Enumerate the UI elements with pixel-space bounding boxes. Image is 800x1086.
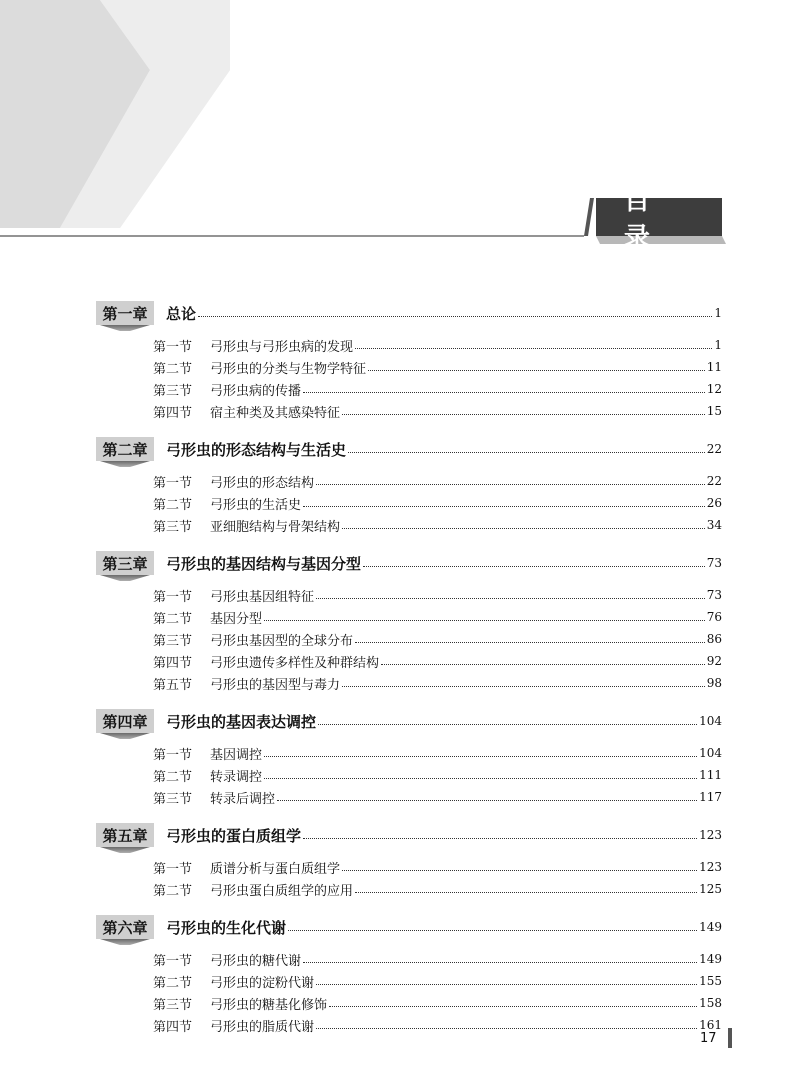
chapter-entry[interactable] bbox=[96, 704, 722, 738]
section-number: 第四节 bbox=[153, 405, 193, 421]
section-entry[interactable] bbox=[153, 650, 722, 672]
section-title: 弓形虫病的传播 bbox=[210, 383, 302, 399]
dot-leader bbox=[277, 799, 697, 801]
section-title: 亚细胞结构与骨架结构 bbox=[210, 519, 341, 535]
dot-leader bbox=[342, 685, 705, 687]
section-number: 第五节 bbox=[153, 677, 193, 693]
dot-leader bbox=[264, 777, 697, 779]
section-title: 弓形虫的糖代谢 bbox=[210, 953, 302, 969]
section-number: 第三节 bbox=[153, 383, 193, 399]
dot-leader bbox=[316, 983, 697, 985]
chapter-entry[interactable] bbox=[96, 432, 722, 466]
section-entry[interactable] bbox=[153, 514, 722, 536]
dot-leader bbox=[303, 505, 705, 507]
dot-leader bbox=[381, 663, 705, 665]
chapter-label: 第五章 bbox=[96, 823, 154, 847]
chapter-entry[interactable] bbox=[96, 818, 722, 852]
dot-leader bbox=[264, 619, 705, 621]
section-title: 弓形虫的生活史 bbox=[210, 497, 302, 513]
page-number-bar bbox=[728, 1028, 732, 1048]
dot-leader bbox=[368, 369, 705, 371]
dot-leader bbox=[316, 1027, 697, 1029]
section-number: 第一节 bbox=[153, 861, 193, 877]
section-page: 12 bbox=[706, 382, 722, 396]
section-title: 弓形虫遗传多样性及种群结构 bbox=[210, 655, 380, 671]
section-entry[interactable] bbox=[153, 378, 722, 400]
section-list bbox=[96, 948, 722, 1036]
dot-leader bbox=[303, 961, 697, 963]
section-page: 34 bbox=[706, 518, 722, 532]
section-title: 弓形虫的基因型与毒力 bbox=[210, 677, 341, 693]
section-list bbox=[96, 856, 722, 900]
chapter-title: 弓形虫的形态结构与生活史 bbox=[166, 440, 347, 459]
chapter-label: 第三章 bbox=[96, 551, 154, 575]
toc-title: 目 bbox=[596, 198, 722, 236]
section-page: 86 bbox=[706, 632, 722, 646]
section-page: 22 bbox=[706, 474, 722, 488]
section-entry[interactable] bbox=[153, 992, 722, 1014]
section-entry[interactable] bbox=[153, 856, 722, 878]
section-entry[interactable] bbox=[153, 742, 722, 764]
chapter bbox=[96, 432, 722, 536]
section-number: 第二节 bbox=[153, 497, 193, 513]
chapter-title: 弓形虫的蛋白质组学 bbox=[166, 826, 302, 845]
section-entry[interactable] bbox=[153, 400, 722, 422]
section-entry[interactable] bbox=[153, 948, 722, 970]
chapter-page: 104 bbox=[699, 714, 722, 728]
section-page: 117 bbox=[699, 790, 722, 804]
section-number: 第二节 bbox=[153, 611, 193, 627]
dot-leader bbox=[288, 929, 697, 931]
dot-leader bbox=[303, 837, 697, 839]
section-number: 第一节 bbox=[153, 589, 193, 605]
dot-leader bbox=[303, 391, 705, 393]
chapter-entry[interactable] bbox=[96, 546, 722, 580]
dot-leader bbox=[355, 641, 705, 643]
chapter-label: 第一章 bbox=[96, 301, 154, 325]
dot-leader bbox=[264, 755, 697, 757]
section-entry[interactable] bbox=[153, 970, 722, 992]
section-list bbox=[96, 470, 722, 536]
section-entry[interactable] bbox=[153, 878, 722, 900]
chapter-title: 弓形虫的基因结构与基因分型 bbox=[166, 554, 362, 573]
section-number: 第二节 bbox=[153, 769, 193, 785]
chapter-title: 弓形虫的基因表达调控 bbox=[166, 712, 317, 731]
section-page: 125 bbox=[699, 882, 722, 896]
chapter bbox=[96, 910, 722, 1036]
section-page: 123 bbox=[699, 860, 722, 874]
section-page: 11 bbox=[706, 360, 722, 374]
section-page: 158 bbox=[699, 996, 722, 1010]
chapter-page: 1 bbox=[714, 306, 722, 320]
section-number: 第四节 bbox=[153, 655, 193, 671]
dot-leader bbox=[348, 451, 705, 453]
section-number: 第一节 bbox=[153, 747, 193, 763]
section-page: 26 bbox=[706, 496, 722, 510]
dot-leader bbox=[198, 315, 712, 317]
section-title: 转录后调控 bbox=[210, 791, 276, 807]
section-title: 基因分型 bbox=[210, 611, 263, 627]
section-entry[interactable] bbox=[153, 628, 722, 650]
chapter-label: 第六章 bbox=[96, 915, 154, 939]
chapter bbox=[96, 296, 722, 422]
dot-leader bbox=[355, 347, 712, 349]
section-entry[interactable] bbox=[153, 764, 722, 786]
section-page: 111 bbox=[699, 768, 722, 782]
section-page: 76 bbox=[706, 610, 722, 624]
dot-leader bbox=[342, 527, 705, 529]
section-title: 质谱分析与蛋白质组学 bbox=[210, 861, 341, 877]
section-number: 第四节 bbox=[153, 1019, 193, 1035]
section-title: 弓形虫的分类与生物学特征 bbox=[210, 361, 367, 377]
page-number bbox=[700, 1028, 730, 1048]
section-entry[interactable] bbox=[153, 334, 722, 356]
section-list bbox=[96, 334, 722, 422]
section-title: 弓形虫与弓形虫病的发现 bbox=[210, 339, 354, 355]
chapter-page: 73 bbox=[706, 556, 722, 570]
section-page: 92 bbox=[706, 654, 722, 668]
section-title: 宿主种类及其感染特征 bbox=[210, 405, 341, 421]
section-title: 弓形虫的脂质代谢 bbox=[210, 1019, 315, 1035]
section-title: 弓形虫基因型的全球分布 bbox=[210, 633, 354, 649]
section-number: 第三节 bbox=[153, 519, 193, 535]
chapter-title: 弓形虫的生化代谢 bbox=[166, 918, 287, 937]
section-number: 第二节 bbox=[153, 975, 193, 991]
chapter-title: 总论 bbox=[166, 304, 197, 323]
section-entry[interactable] bbox=[153, 492, 722, 514]
section-page: 155 bbox=[699, 974, 722, 988]
section-number: 第一节 bbox=[153, 475, 193, 491]
dot-leader bbox=[355, 891, 697, 893]
dot-leader bbox=[342, 413, 705, 415]
section-title: 弓形虫的糖基化修饰 bbox=[210, 997, 328, 1013]
section-title: 弓形虫基因组特征 bbox=[210, 589, 315, 605]
dot-leader bbox=[329, 1005, 697, 1007]
section-number: 第一节 bbox=[153, 953, 193, 969]
page-number-text: 17 bbox=[700, 1030, 717, 1046]
section-entry[interactable] bbox=[153, 786, 722, 808]
dot-leader bbox=[363, 565, 705, 567]
chapter-entry[interactable] bbox=[96, 296, 722, 330]
chapter-page: 22 bbox=[706, 442, 722, 456]
section-number: 第二节 bbox=[153, 361, 193, 377]
section-page: 161 bbox=[699, 1018, 722, 1032]
section-number: 第三节 bbox=[153, 791, 193, 807]
dot-leader bbox=[318, 723, 697, 725]
chapter bbox=[96, 704, 722, 808]
section-list bbox=[96, 584, 722, 694]
chapter-page: 123 bbox=[699, 828, 722, 842]
section-number: 第二节 bbox=[153, 883, 193, 899]
section-title: 转录调控 bbox=[210, 769, 263, 785]
section-page: 15 bbox=[706, 404, 722, 418]
section-page: 73 bbox=[706, 588, 722, 602]
dot-leader bbox=[316, 597, 705, 599]
section-page: 98 bbox=[706, 676, 722, 690]
table-of-contents bbox=[96, 296, 722, 1046]
chapter-entry[interactable] bbox=[96, 910, 722, 944]
section-entry[interactable] bbox=[153, 672, 722, 694]
chapter-page: 149 bbox=[699, 920, 722, 934]
section-entry[interactable] bbox=[153, 356, 722, 378]
section-entry[interactable] bbox=[153, 1014, 722, 1036]
chapter-label: 第四章 bbox=[96, 709, 154, 733]
section-title: 弓形虫蛋白质组学的应用 bbox=[210, 883, 354, 899]
section-number: 第三节 bbox=[153, 633, 193, 649]
dot-leader bbox=[342, 869, 697, 871]
chapter bbox=[96, 546, 722, 694]
section-entry[interactable] bbox=[153, 470, 722, 492]
section-page: 104 bbox=[699, 746, 722, 760]
section-title: 基因调控 bbox=[210, 747, 263, 763]
section-entry[interactable] bbox=[153, 584, 722, 606]
dot-leader bbox=[316, 483, 705, 485]
section-page: 149 bbox=[699, 952, 722, 966]
section-entry[interactable] bbox=[153, 606, 722, 628]
section-title: 弓形虫的淀粉代谢 bbox=[210, 975, 315, 991]
section-list bbox=[96, 742, 722, 808]
section-title: 弓形虫的形态结构 bbox=[210, 475, 315, 491]
chapter-label: 第二章 bbox=[96, 437, 154, 461]
section-page: 1 bbox=[714, 338, 722, 352]
section-number: 第三节 bbox=[153, 997, 193, 1013]
chapter bbox=[96, 818, 722, 900]
section-number: 第一节 bbox=[153, 339, 193, 355]
